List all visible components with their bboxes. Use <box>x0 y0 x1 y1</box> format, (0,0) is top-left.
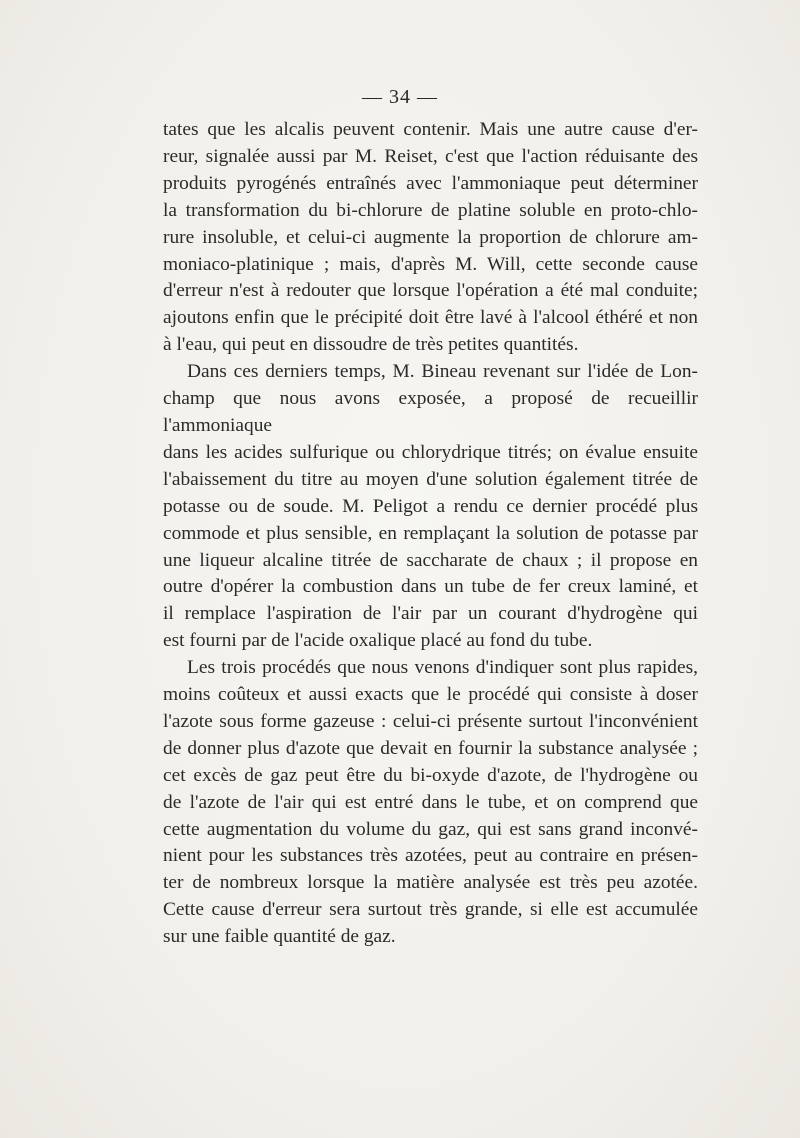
text-line: à l'eau, qui peut en dissoudre de très petites quantités. <box>163 334 579 356</box>
text-line: tates que les alcalis peuvent contenir. Mais une autre cause d'er- <box>163 119 698 140</box>
paragraph-1 <box>163 117 698 359</box>
text-line: potasse ou de soude. M. Peligot a rendu ce dernier procédé plus <box>163 495 698 517</box>
body-text <box>163 117 698 951</box>
text-line: commode et plus sensible, en remplaçant la solution de potasse par <box>163 522 698 544</box>
text-line: champ que nous avons exposée, a proposé de recueillir l'ammoniaque <box>163 388 698 436</box>
text-line: reur, signalée aussi par M. Reiset, c'est que l'action réduisante des <box>163 145 698 167</box>
text-line: Cette cause d'erreur sera surtout très grande, si elle est accumulée <box>163 899 698 921</box>
text-line: cet excès de gaz peut être du bi-oxyde d'azote, de l'hydrogène ou <box>163 764 698 786</box>
text-line: Dans ces derniers temps, M. Bineau revenant sur l'idée de Lon- <box>187 361 698 383</box>
text-line: la transformation du bi-chlorure de platine soluble en proto-chlo- <box>163 199 698 221</box>
text-line: nient pour les substances très azotées, peut au contraire en présen- <box>163 845 698 867</box>
text-line: moniaco-platinique ; mais, d'après M. Will, cette seconde cause <box>163 253 698 275</box>
text-line: est fourni par de l'acide oxalique placé au fond du tube. <box>163 630 593 652</box>
text-line: rure insoluble, et celui-ci augmente la proportion de chlorure am- <box>163 226 698 248</box>
text-line: sur une faible quantité de gaz. <box>163 926 396 948</box>
text-line: ajoutons enfin que le précipité doit être lavé à l'alcool éthéré et non <box>163 307 698 329</box>
text-line: ter de nombreux lorsque la matière analysée est très peu azotée. <box>163 872 698 894</box>
text-line: l'azote sous forme gazeuse : celui-ci présente surtout l'inconvénient <box>163 710 698 732</box>
text-line: dans les acides sulfurique ou chlorydrique titrés; on évalue ensuite <box>163 441 698 463</box>
paragraph-2 <box>163 359 698 655</box>
text-line: cette augmentation du volume du gaz, qui est sans grand inconvé- <box>163 818 698 840</box>
text-line: outre d'opérer la combustion dans un tube de fer creux laminé, et <box>163 576 698 598</box>
text-line: de l'azote de l'air qui est entré dans le tube, et on comprend que <box>163 791 698 813</box>
text-line: d'erreur n'est à redouter que lorsque l'opération a été mal conduite; <box>163 280 698 302</box>
paragraph-3 <box>163 655 698 951</box>
text-line: moins coûteux et aussi exacts que le procédé qui consiste à doser <box>163 684 698 706</box>
text-line: l'abaissement du titre au moyen d'une solution également titrée de <box>163 468 698 490</box>
text-line: Les trois procédés que nous venons d'indiquer sont plus rapides, <box>187 657 698 679</box>
text-line: de donner plus d'azote que devait en fournir la substance analysée ; <box>163 737 698 759</box>
text-line: une liqueur alcaline titrée de saccharate de chaux ; il propose en <box>163 549 698 571</box>
page-number: — 34 — <box>362 86 438 108</box>
text-line: il remplace l'aspiration de l'air par un courant d'hydrogène qui <box>163 603 698 625</box>
text-line: produits pyrogénés entraînés avec l'ammoniaque peut déterminer <box>163 172 698 194</box>
